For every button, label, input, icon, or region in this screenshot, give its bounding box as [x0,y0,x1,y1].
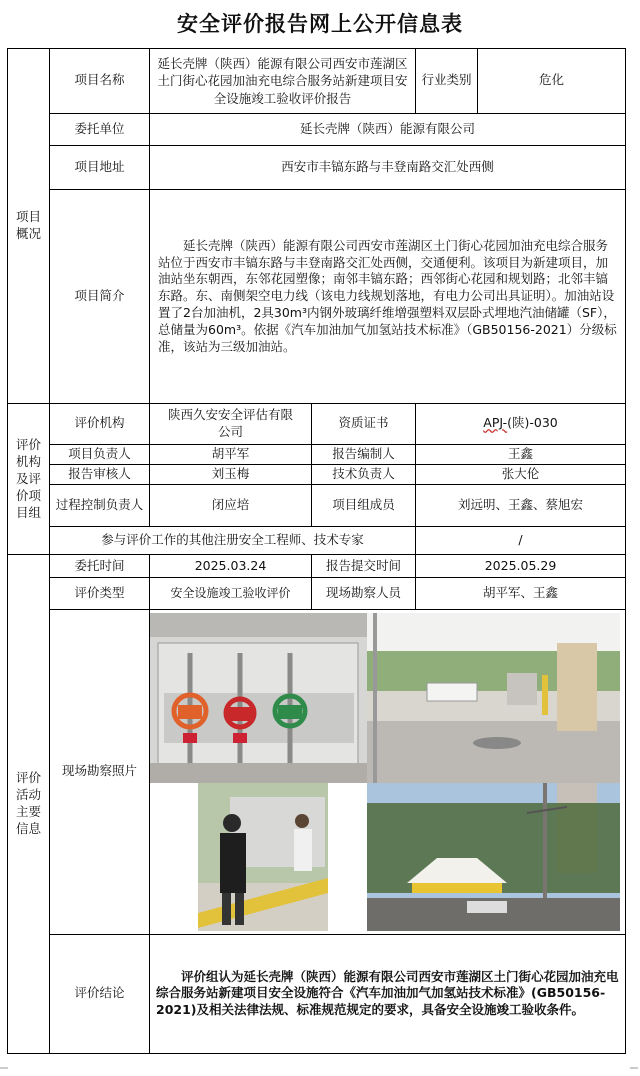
survey-label: 现场勘察人员 [312,577,416,609]
submit-time-value: 2025.05.29 [416,555,626,577]
canopy-exterior-image [367,783,620,931]
address-value: 西安市丰镐东路与丰登南路交汇处西侧 [150,145,626,189]
experts-label: 参与评价工作的其他注册安全工程师、技术专家 [50,527,416,555]
section-evaluation-activities: 评价活动主要信息 [8,555,50,1054]
project-name-value: 延长壳牌（陕西）能源有限公司西安市莲湖区土门街心花园加油充电综合服务站新建项目安全设施竣工验收评价报告 [150,49,416,114]
inspectors-image [150,783,367,931]
conclusion-label: 评价结论 [50,934,150,1053]
section-evaluation-org: 评价机构及评价项目组 [8,404,50,555]
photo-valves [150,613,367,783]
intro-value: 延长壳牌（陕西）能源有限公司西安市莲湖区土门街心花园加油充电综合服务站位于西安市丰镐东路与丰登南路交汇处西侧，交通便利。该项目为新建项目，加油站坐东朝西，东邻花园塑像；南邻丰镐东路；西邻街心花园和规划路；北邻丰镐东路。东、南侧架空电力线（该电力线规划落地，有电力公司出具证明）。加油站设置了2台加油机，2具30m³内钢外玻璃纤维增强塑料双层卧式埋地汽油储罐（SF），总储量为60m³。依据《汽车加油加气加氢站技术标准》（GB50156-2021）分级标准，该站为三级加油站。 [150,190,626,404]
info-table [7,48,626,1054]
valves-image [150,613,367,783]
type-label: 评价类型 [50,577,150,609]
members-value: 刘远明、王鑫、蔡旭宏 [416,484,626,526]
client-value: 延长壳牌（陕西）能源有限公司 [150,113,626,145]
conclusion-value: 评价组认为延长壳牌（陕西）能源有限公司西安市莲湖区土门街心花园加油充电综合服务站新建项目安全设施符合《汽车加油加气加氢站技术标准》(GB50156-2021)及相关法律法规、标准规范规定的要求，具备安全设施竣工验收条件。 [150,934,626,1053]
reviewer-value: 刘玉梅 [150,464,312,484]
agency-value: 陕西久安安全评估有限公司 [150,404,312,444]
agency-label: 评价机构 [50,404,150,444]
photos-cell [150,609,626,934]
photo-station-yard [367,613,620,783]
photo-canopy-exterior [367,783,620,931]
corner-mark-right-icon [628,1066,638,1076]
industry-value: 危化 [478,49,626,114]
intro-label: 项目简介 [50,190,150,404]
entrust-time-value: 2025.03.24 [150,555,312,577]
writer-label: 报告编制人 [312,444,416,464]
type-value: 安全设施竣工验收评价 [150,577,312,609]
photo-inspectors [150,783,367,931]
leader-value: 胡平军 [150,444,312,464]
cert-mid: (陕) [507,415,530,431]
reviewer-label: 报告审核人 [50,464,150,484]
writer-value: 王鑫 [416,444,626,464]
process-label: 过程控制负责人 [50,484,150,526]
cert-value [416,404,626,444]
submit-time-label: 报告提交时间 [312,555,416,577]
photos-label: 现场勘察照片 [50,609,150,934]
address-label: 项目地址 [50,145,150,189]
station-yard-image [367,613,620,783]
tech-value: 张大伦 [416,464,626,484]
cert-label: 资质证书 [312,404,416,444]
page-title: 安全评价报告网上公开信息表 [177,12,463,36]
experts-value: / [416,527,626,555]
client-label: 委托单位 [50,113,150,145]
members-label: 项目组成员 [312,484,416,526]
cert-suffix: -030 [529,415,558,431]
entrust-time-label: 委托时间 [50,555,150,577]
industry-label: 行业类别 [416,49,478,114]
corner-mark-left-icon [0,1066,10,1076]
process-value: 闭应培 [150,484,312,526]
section-project-overview: 项目概况 [8,49,50,404]
cert-prefix: APJ- [483,415,508,431]
leader-label: 项目负责人 [50,444,150,464]
project-name-label: 项目名称 [50,49,150,114]
tech-label: 技术负责人 [312,464,416,484]
survey-value: 胡平军、王鑫 [416,577,626,609]
